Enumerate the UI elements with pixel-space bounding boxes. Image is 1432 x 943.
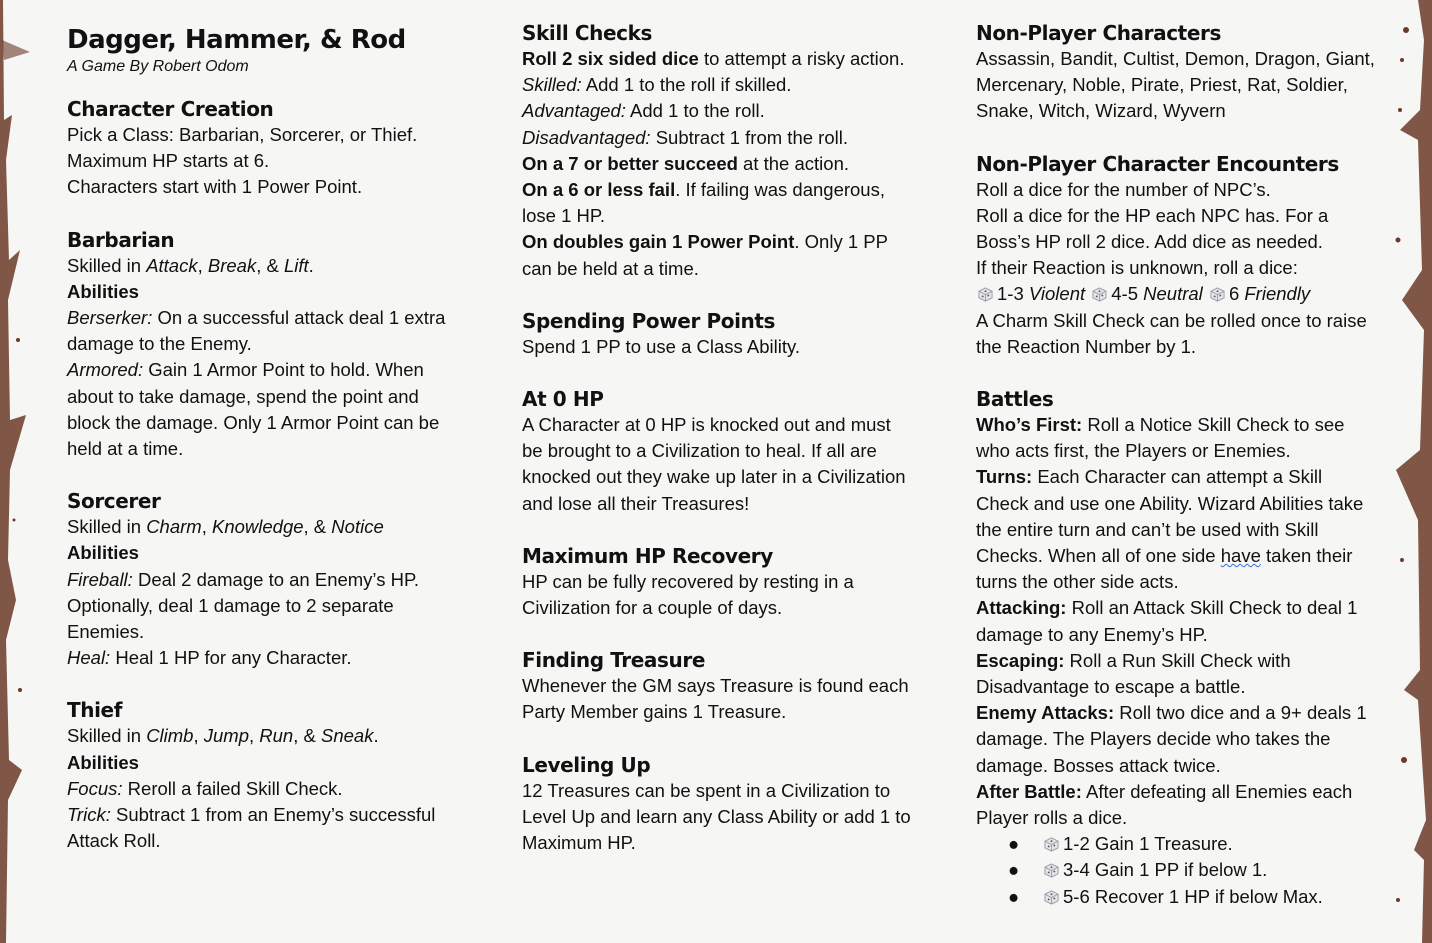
ability-text: Deal 2 damage to an Enemy’s HP. Optionally, deal 1 damage to 2 separate Enemies.	[67, 568, 420, 643]
heading-at-0-hp: At 0 HP	[522, 387, 604, 412]
section-sorcerer	[67, 488, 467, 671]
rule-bold: Escaping:	[976, 649, 1065, 671]
separator: , &	[256, 254, 284, 276]
skill-roll	[522, 46, 912, 72]
ability-text: Reroll a failed Skill Check.	[122, 777, 343, 799]
ability-trick	[67, 802, 467, 854]
separator: .	[373, 725, 379, 747]
bullet-dot: ●	[1008, 885, 1020, 907]
npc-list: Assassin, Bandit, Cultist, Demon, Dragon, Giant, Mercenary, Noble, Pirate, Priest, Rat, Soldier, Snake, Witch, Wizard, Wyvern	[976, 48, 1375, 122]
ability-name: Focus:	[67, 777, 123, 799]
bullet-text: 3-4 Gain 1 PP if below 1.	[1063, 859, 1268, 881]
abilities-label: Abilities	[67, 542, 139, 564]
section-barbarian	[67, 227, 467, 463]
treasure-text: Whenever the GM says Treasure is found each Party Member gains 1 Treasure.	[522, 675, 909, 723]
abilities-label: Abilities	[67, 280, 139, 302]
skill-success	[522, 151, 912, 177]
heading-barbarian: Barbarian	[67, 227, 175, 252]
spending-text: Spend 1 PP to use a Class Ability.	[522, 335, 801, 357]
rule-text: at the action.	[737, 152, 849, 174]
column-right	[976, 20, 1376, 936]
creation-line: Maximum HP starts at 6.	[67, 150, 270, 172]
skill: Charm	[146, 516, 202, 538]
die-icon	[1210, 287, 1225, 302]
rule-bold: On doubles gain 1 Power Point	[522, 231, 795, 253]
heading-thief: Thief	[67, 698, 123, 723]
separator: ,	[197, 254, 208, 276]
left-splatter-border	[0, 0, 30, 943]
rule-text: Roll two dice and a 9+ deals 1 damage. The Players decide who takes the damage. Bosses attack twice.	[976, 702, 1367, 776]
rule-bold: After Battle:	[976, 780, 1082, 802]
bullet-text: 5-6 Recover 1 HP if below Max.	[1063, 885, 1323, 907]
skills-prefix: Skilled in	[67, 725, 147, 747]
skills-prefix: Skilled in	[67, 254, 147, 276]
heading-leveling-up: Leveling Up	[522, 752, 651, 777]
list-item	[1008, 884, 1376, 910]
rule-text: . Only 1 PP can be held at a time.	[522, 231, 888, 279]
encounter-line: A Charm Skill Check can be rolled once to raise the Reaction Number by 1.	[976, 309, 1367, 357]
ability-name: Armored:	[67, 359, 144, 381]
skill: Climb	[146, 725, 194, 747]
heading-skill-checks: Skill Checks	[522, 21, 652, 45]
skill-advantaged	[522, 98, 912, 124]
skill: Break	[207, 254, 257, 276]
spellcheck-word[interactable]: have	[1220, 545, 1261, 567]
skill-doubles	[522, 229, 912, 281]
rule-text: Each Character can attempt a Skill Check and use one Ability. Wizard Abilities take the entire turn and can’t be used with Skill Checks. When all of one side	[976, 466, 1364, 567]
ability-text: Subtract 1 from an Enemy’s successful Attack Roll.	[67, 804, 436, 852]
section-maximum-hp-recovery	[522, 543, 912, 621]
separator: , &	[303, 516, 332, 538]
battle-enemy-attacks	[976, 700, 1376, 779]
game-author: A Game By Robert Odom	[67, 58, 249, 75]
ability-name: Trick:	[67, 804, 111, 826]
heading-npc-encounters: Non-Player Character Encounters	[976, 151, 1339, 176]
die-icon	[1044, 890, 1059, 905]
right-splatter-border	[1372, 0, 1432, 943]
skills-prefix: Skilled in	[67, 516, 147, 538]
separator: .	[308, 254, 314, 276]
skill: Run	[259, 725, 294, 747]
rule-text: Roll a Notice Skill Check to see who acts first, the Players or Enemies.	[976, 414, 1345, 462]
recovery-text: HP can be fully recovered by resting in a Civilization for a couple of days.	[522, 570, 854, 619]
skill: Jump	[203, 725, 249, 747]
skill: Attack	[146, 254, 198, 276]
ability-name: Heal:	[67, 647, 111, 669]
bullet-dot: ●	[1008, 833, 1020, 855]
skill: Sneak	[321, 725, 374, 747]
section-npcs	[976, 20, 1376, 125]
bullet-text: 1-2 Gain 1 Treasure.	[1063, 833, 1233, 855]
sorcerer-skills	[67, 514, 467, 540]
rule-text: After defeating all Enemies each Player rolls a dice.	[976, 780, 1353, 829]
barbarian-skills	[67, 253, 467, 279]
rule-text: Subtract 1 from the roll.	[650, 126, 848, 148]
leveling-text: 12 Treasures can be spent in a Civilization to Level Up and learn any Class Ability or add 1 to Maximum HP.	[522, 779, 911, 854]
reaction-neutral: Neutral	[1143, 283, 1203, 305]
rule-text: Add 1 to the roll if skilled.	[581, 74, 792, 96]
after-battle-list	[976, 831, 1376, 910]
encounter-line: Roll a dice for the HP each NPC has. For a Boss’s HP roll 2 dice. Add dice as needed.	[976, 204, 1329, 253]
skill: Notice	[331, 516, 384, 538]
separator: ,	[201, 516, 212, 538]
rule-text: taken their turns the other side acts.	[976, 545, 1353, 593]
reaction-table	[976, 281, 1376, 307]
heading-npcs: Non-Player Characters	[976, 21, 1221, 45]
separator: ,	[193, 725, 204, 747]
reaction-range: 4-5	[1111, 283, 1144, 305]
rule-bold: Attacking:	[976, 597, 1067, 619]
separator: ,	[249, 725, 260, 747]
rule-text: Roll an Attack Skill Check to deal 1 damage to any Enemy’s HP.	[976, 597, 1358, 645]
heading-finding-treasure: Finding Treasure	[522, 648, 705, 673]
skill-fail	[522, 177, 912, 229]
reaction-friendly: Friendly	[1244, 283, 1311, 305]
section-thief	[67, 697, 467, 854]
rule-term: Advantaged:	[522, 100, 626, 122]
die-icon	[1044, 837, 1059, 852]
reaction-range: 1-3	[997, 283, 1029, 305]
section-skill-checks	[522, 20, 912, 282]
thief-skills	[67, 723, 467, 749]
section-finding-treasure	[522, 647, 912, 725]
section-leveling-up	[522, 752, 912, 857]
skill-skilled	[522, 72, 912, 98]
column-left	[67, 20, 467, 880]
rule-bold: Enemy Attacks:	[976, 702, 1115, 724]
ability-heal	[67, 645, 467, 671]
heading-sorcerer: Sorcerer	[67, 489, 161, 514]
list-item	[1008, 831, 1376, 857]
rule-bold: On a 7 or better succeed	[522, 152, 738, 174]
ability-armored	[67, 357, 467, 462]
section-character-creation	[67, 96, 467, 201]
rule-bold: Roll 2 six sided dice	[522, 48, 699, 69]
ability-name: Berserker:	[67, 307, 153, 329]
rule-text: . If failing was dangerous, lose 1 HP.	[522, 179, 885, 227]
rule-bold: On a 6 or less fail	[522, 179, 676, 201]
battle-escaping	[976, 648, 1376, 700]
ability-fireball	[67, 567, 467, 646]
separator: , &	[293, 725, 321, 747]
die-icon	[978, 287, 993, 302]
creation-line: Characters start with 1 Power Point.	[67, 176, 363, 198]
ability-berserker	[67, 305, 467, 357]
die-icon	[1044, 863, 1059, 878]
rule-bold: Who’s First:	[976, 414, 1083, 436]
heading-spending-power-points: Spending Power Points	[522, 308, 776, 333]
rule-term: Skilled:	[522, 74, 582, 96]
reaction-range: 6	[1228, 283, 1245, 305]
rule-term: Disadvantaged:	[522, 126, 651, 148]
game-title: Dagger, Hammer, & Rod	[67, 25, 406, 55]
section-spending-power-points	[522, 308, 912, 360]
section-battles	[976, 386, 1376, 910]
ability-name: Fireball:	[67, 568, 133, 590]
battle-first	[976, 412, 1376, 464]
skill: Lift	[283, 254, 309, 276]
encounter-line: Roll a dice for the number of NPC’s.	[976, 178, 1271, 200]
heading-character-creation: Character Creation	[67, 97, 274, 121]
ability-text: Heal 1 HP for any Character.	[110, 647, 352, 669]
rule-text: Add 1 to the roll.	[625, 100, 765, 122]
ability-text: On a successful attack deal 1 extra damage to the Enemy.	[67, 307, 446, 355]
list-item	[1008, 857, 1376, 883]
rule-bold: Turns:	[976, 466, 1033, 488]
die-icon	[1092, 287, 1107, 302]
skill: Knowledge	[211, 516, 304, 538]
zero-hp-text: A Character at 0 HP is knocked out and must be brought to a Civilization to heal. If all are knocked out they wake up later in a Civilization and lose all their Treasures!	[522, 414, 906, 514]
creation-line: Pick a Class: Barbarian, Sorcerer, or Thief.	[67, 124, 418, 145]
column-middle	[522, 20, 912, 882]
skill-disadvantaged	[522, 125, 912, 151]
abilities-label: Abilities	[67, 751, 139, 773]
section-npc-encounters	[976, 151, 1376, 360]
rule-text: Roll a Run Skill Check with Disadvantage to escape a battle.	[976, 649, 1291, 698]
encounter-line: If their Reaction is unknown, roll a dice:	[976, 257, 1298, 279]
battle-after	[976, 779, 1376, 831]
bullet-dot: ●	[1008, 859, 1020, 881]
rule-text: to attempt a risky action.	[698, 48, 905, 69]
heading-battles: Battles	[976, 387, 1054, 412]
ability-focus	[67, 776, 467, 802]
heading-maximum-hp-recovery: Maximum HP Recovery	[522, 543, 773, 568]
section-at-0-hp	[522, 386, 912, 517]
ability-text: Gain 1 Armor Point to hold. When about to take damage, spend the point and block the damage. Only 1 Armor Point can be held at a time.	[67, 359, 440, 460]
battle-attacking	[976, 595, 1376, 647]
battle-turns	[976, 464, 1376, 595]
reaction-violent: Violent	[1028, 283, 1086, 305]
